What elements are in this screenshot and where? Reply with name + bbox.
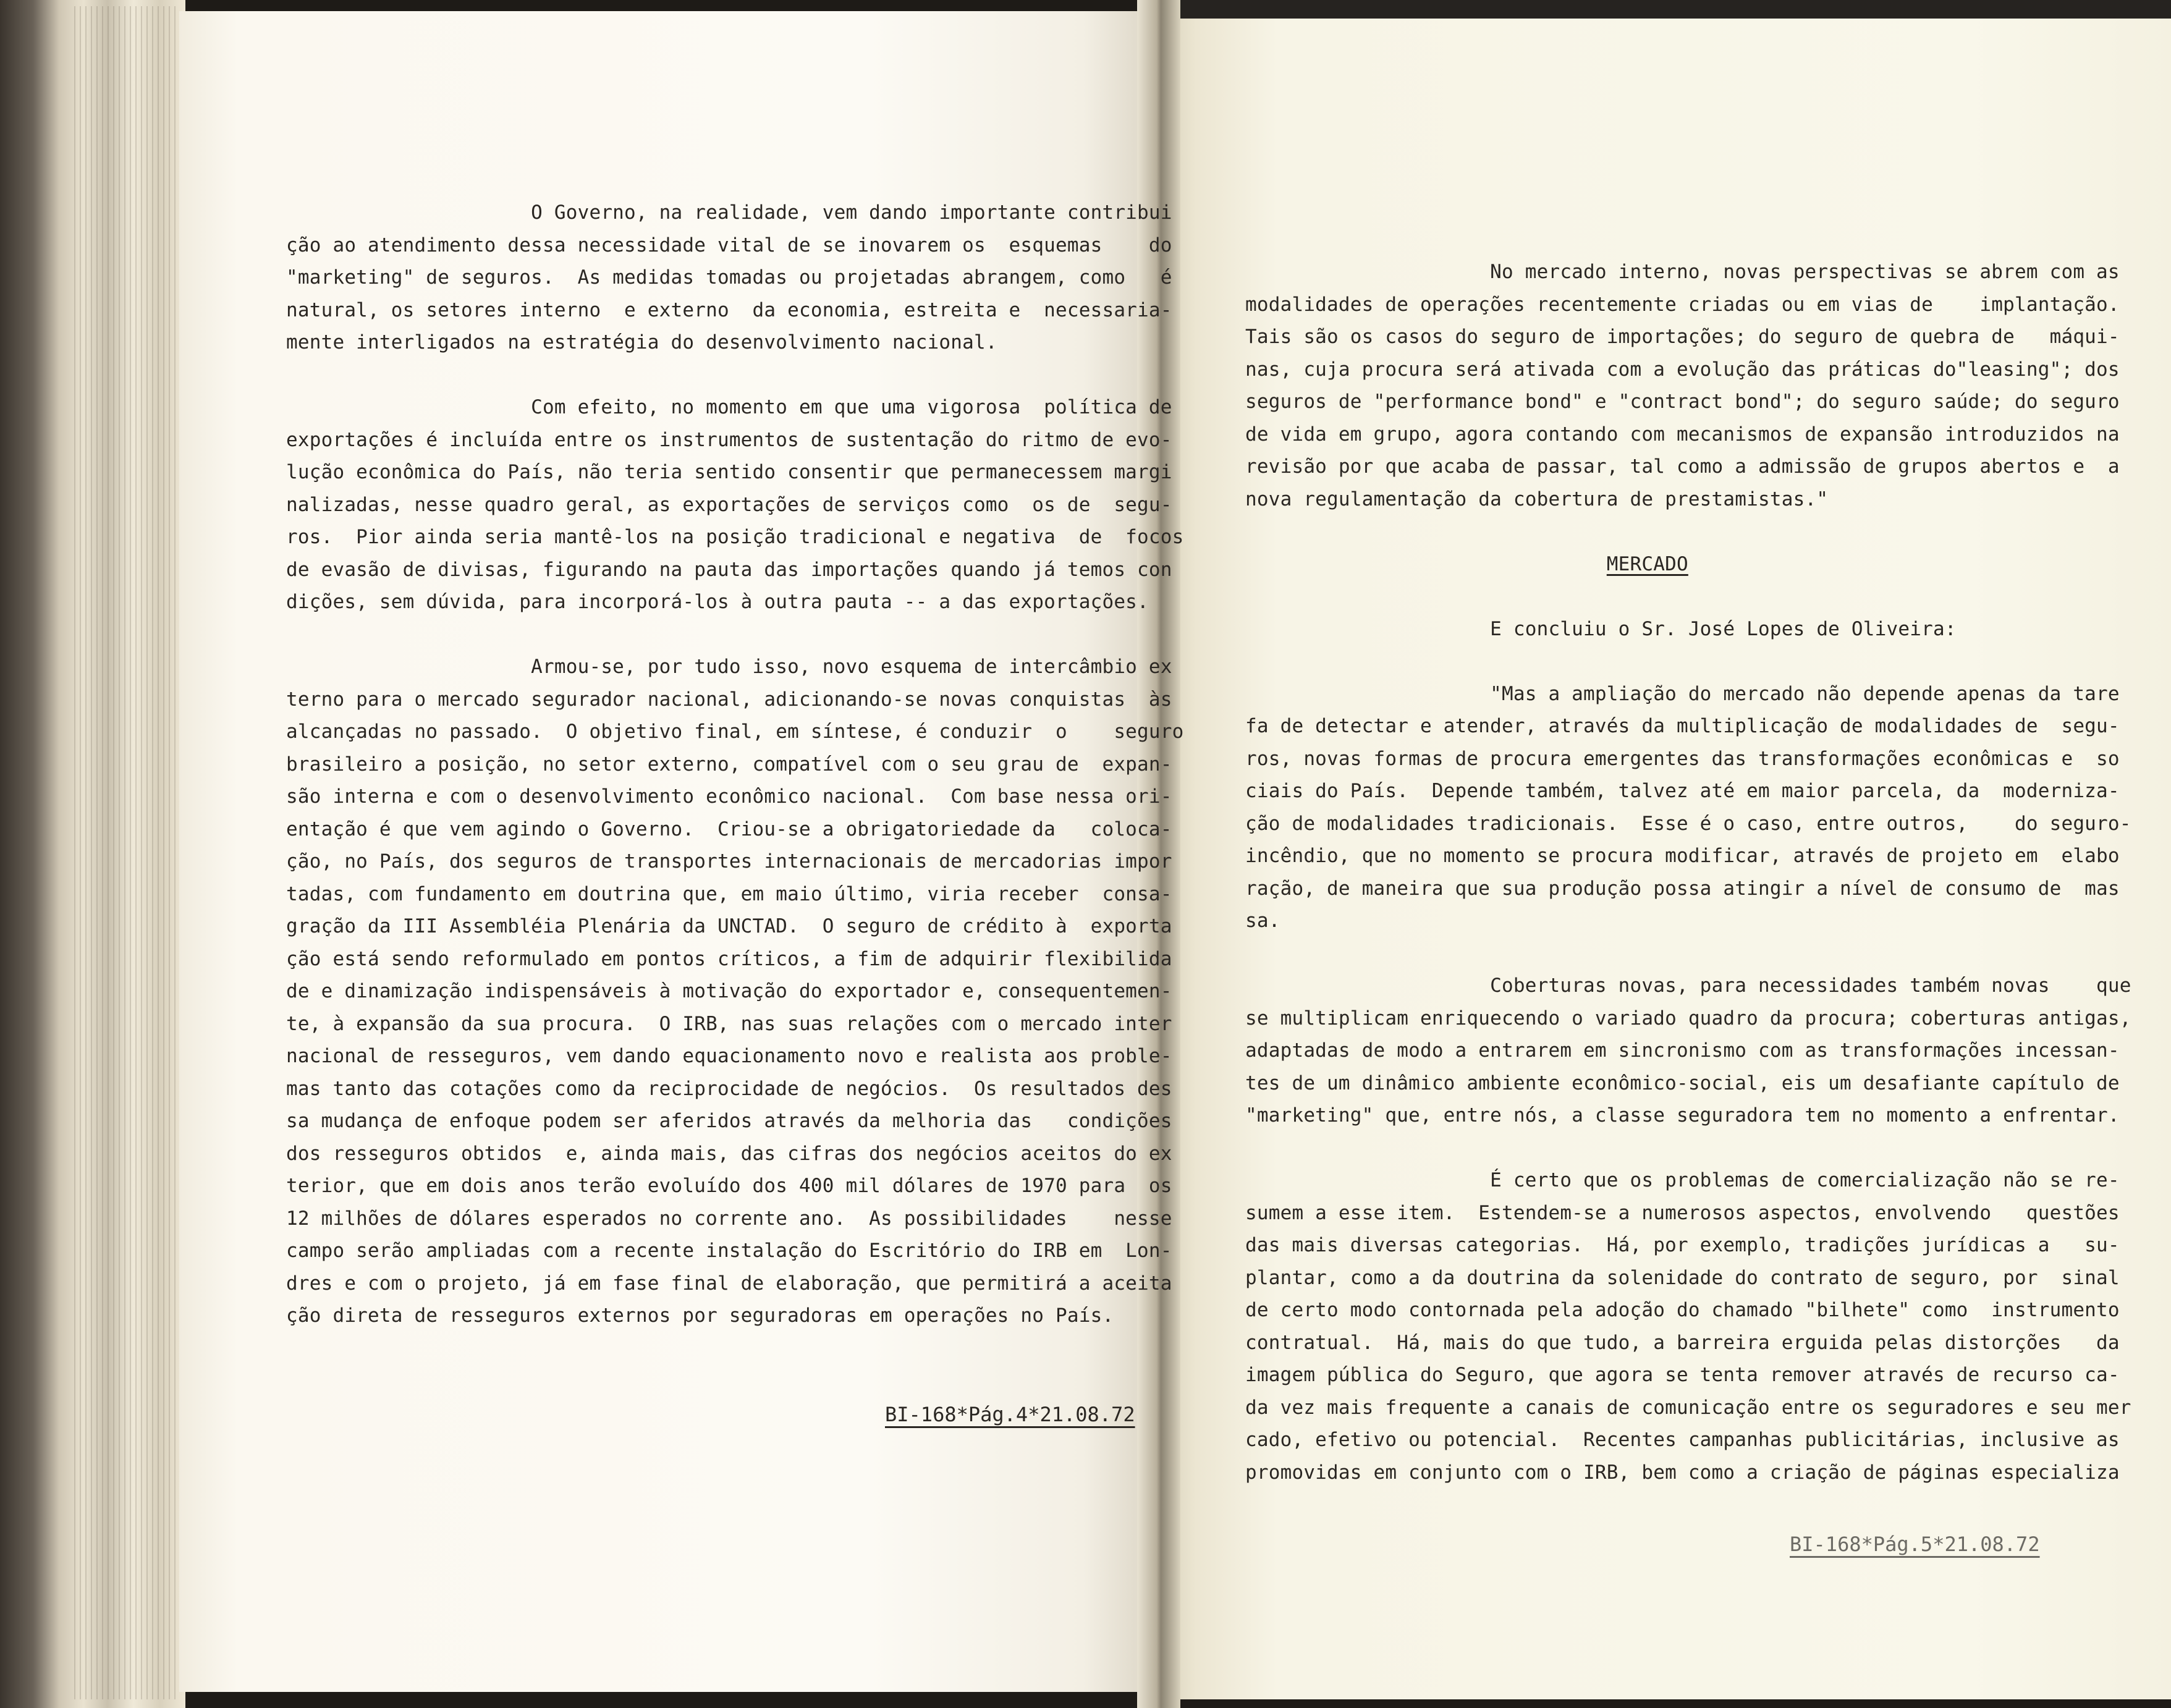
text-line: mas tanto das cotações como da reciprocidade de negócios. Os resultados des bbox=[286, 1077, 1172, 1100]
text-line: ção de modalidades tradicionais. Esse é o caso, entre outros, do seguro- bbox=[1245, 812, 2131, 835]
right-page-text bbox=[1245, 256, 2131, 1489]
text-line: alcançadas no passado. O objetivo final, em síntese, é conduzir o seguro bbox=[286, 721, 1184, 743]
text-line bbox=[1245, 580, 2131, 613]
text-line bbox=[1245, 937, 2131, 970]
text-line: adaptadas de modo a entrarem em sincronismo com as transformações incessan- bbox=[1245, 1039, 2120, 1062]
text-line: fa de detectar e atender, através da multiplicação de modalidades de segu- bbox=[1245, 715, 2120, 737]
text-line: dres e com o projeto, já em fase final de elaboração, que permitirá a aceita bbox=[286, 1272, 1172, 1295]
text-line: terno para o mercado segurador nacional, adicionando-se novas conquistas às bbox=[286, 688, 1172, 711]
text-line: nalizadas, nesse quadro geral, as exportações de serviços como os de segu- bbox=[286, 493, 1172, 516]
text-line: campo serão ampliadas com a recente instalação do Escritório do IRB em Lon- bbox=[286, 1240, 1172, 1262]
text-line: nacional de resseguros, vem dando equacionamento novo e realista aos proble- bbox=[286, 1045, 1172, 1067]
text-line: "marketing" de seguros. As medidas tomadas ou projetadas abrangem, como é bbox=[286, 266, 1172, 289]
text-line: te, à expansão da sua procura. O IRB, nas suas relações com o mercado inter bbox=[286, 1012, 1172, 1035]
text-line: ção está sendo reformulado em pontos críticos, a fim de adquirir flexibilida bbox=[286, 947, 1172, 970]
text-line: exportações é incluída entre os instrumentos de sustentação do ritmo de evo- bbox=[286, 428, 1172, 451]
text-line: entação é que vem agindo o Governo. Criou-se a obrigatoriedade da coloca- bbox=[286, 818, 1172, 840]
text-line: "Mas a ampliação do mercado não depende apenas da tare bbox=[1245, 682, 2120, 705]
text-line: 12 milhões de dólares esperados no corrente ano. As possibilidades nesse bbox=[286, 1207, 1172, 1230]
text-line: brasileiro a posição, no setor externo, compatível com o seu grau de expan- bbox=[286, 753, 1172, 776]
text-line: E concluiu o Sr. José Lopes de Oliveira: bbox=[1245, 617, 1957, 640]
text-line: da vez mais frequente a canais de comunicação entre os seguradores e seu mer bbox=[1245, 1396, 2131, 1419]
text-line: sa. bbox=[1245, 910, 1280, 932]
text-line bbox=[286, 619, 1184, 651]
text-line: de evasão de divisas, figurando na pauta das importações quando já temos con bbox=[286, 558, 1172, 581]
text-line: ros, novas formas de procura emergentes das transformações econômicas e so bbox=[1245, 747, 2120, 770]
text-line: de certo modo contornada pela adoção do chamado "bilhete" como instrumento bbox=[1245, 1299, 2120, 1321]
text-line: contratual. Há, mais do que tudo, a barreira erguida pelas distorções da bbox=[1245, 1331, 2120, 1354]
text-line: incêndio, que no momento se procura modificar, através de projeto em elabo bbox=[1245, 845, 2120, 867]
text-line: sumem a esse item. Estendem-se a numerosos aspectos, envolvendo questões bbox=[1245, 1201, 2120, 1224]
text-line: mente interligados na estratégia do desenvolvimento nacional. bbox=[286, 331, 997, 353]
text-line bbox=[1245, 1132, 2131, 1165]
text-line: de e dinamização indispensáveis à motivação do exportador e, consequentemen- bbox=[286, 980, 1172, 1002]
text-line: dos resseguros obtidos e, ainda mais, das cifras dos negócios aceitos do ex bbox=[286, 1142, 1172, 1165]
text-line: sa mudança de enfoque podem ser aferidos através da melhoria das condições bbox=[286, 1110, 1172, 1132]
text-line: nas, cuja procura será ativada com a evolução das práticas do"leasing"; dos bbox=[1245, 358, 2120, 381]
left-page-footer: BI-168*Pág.4*21.08.72 bbox=[885, 1403, 1135, 1426]
text-line bbox=[1245, 548, 2131, 581]
left-page-text bbox=[286, 197, 1184, 1332]
text-line: ção direta de resseguros externos por seguradoras em operações no País. bbox=[286, 1304, 1114, 1327]
text-line: terior, que em dois anos terão evoluído dos 400 mil dólares de 1970 para os bbox=[286, 1175, 1172, 1197]
text-line: lução econômica do País, não teria sentido consentir que permanecessem margi bbox=[286, 461, 1172, 483]
text-line: "marketing" que, entre nós, a classe seguradora tem no momento a enfrentar. bbox=[1245, 1104, 2120, 1127]
text-line: nova regulamentação da cobertura de prestamistas." bbox=[1245, 488, 1829, 510]
text-line: imagem pública do Seguro, que agora se tenta remover através de recurso ca- bbox=[1245, 1364, 2120, 1386]
text-line: ros. Pior ainda seria mantê-los na posição tradicional e negativa de focos bbox=[286, 526, 1184, 548]
text-line: das mais diversas categorias. Há, por exemplo, tradições jurídicas a su- bbox=[1245, 1234, 2120, 1256]
text-line: ção ao atendimento dessa necessidade vital de se inovarem os esquemas do bbox=[286, 234, 1172, 256]
text-line bbox=[1245, 515, 2131, 548]
text-line: tadas, com fundamento em doutrina que, em maio último, viria receber consa- bbox=[286, 882, 1172, 905]
text-line: Com efeito, no momento em que uma vigorosa política de bbox=[286, 396, 1172, 418]
text-line: Armou-se, por tudo isso, novo esquema de intercâmbio ex bbox=[286, 656, 1172, 678]
text-line: ciais do País. Depende também, talvez até em maior parcela, da moderniza- bbox=[1245, 780, 2120, 802]
text-line: ção, no País, dos seguros de transportes internacionais de mercadorias impor bbox=[286, 850, 1172, 873]
text-line: revisão por que acaba de passar, tal como a admissão de grupos abertos e a bbox=[1245, 455, 2120, 478]
text-line: são interna e com o desenvolvimento econômico nacional. Com base nessa ori- bbox=[286, 785, 1172, 808]
text-line: promovidas em conjunto com o IRB, bem como a criação de páginas especializa bbox=[1245, 1461, 2120, 1484]
page-stack-edges bbox=[74, 6, 179, 1699]
text-line: ração, de maneira que sua produção possa atingir a nível de consumo de mas bbox=[1245, 877, 2120, 900]
text-line: plantar, como a da doutrina da solenidade do contrato de seguro, por sinal bbox=[1245, 1266, 2120, 1289]
text-line: natural, os setores interno e externo da economia, estreita e necessaria- bbox=[286, 298, 1172, 321]
text-line: seguros de "performance bond" e "contract bond"; do seguro saúde; do seguro bbox=[1245, 391, 2120, 413]
text-line: modalidades de operações recentemente criadas ou em vias de implantação. bbox=[1245, 293, 2120, 316]
text-line: No mercado interno, novas perspectivas se abrem com as bbox=[1245, 261, 2120, 283]
text-line: gração da III Assembléia Plenária da UNCTAD. O seguro de crédito à exporta bbox=[286, 915, 1172, 937]
text-line: dições, sem dúvida, para incorporá-los à outra pauta -- a das exportações. bbox=[286, 591, 1149, 613]
text-line: cado, efetivo ou potencial. Recentes campanhas publicitárias, inclusive as bbox=[1245, 1429, 2120, 1451]
text-line: Coberturas novas, para necessidades também novas que bbox=[1245, 974, 2131, 997]
text-line: se multiplicam enriquecendo o variado quadro da procura; coberturas antigas, bbox=[1245, 1007, 2131, 1029]
section-heading: MERCADO bbox=[1606, 552, 1688, 575]
text-line bbox=[286, 359, 1184, 392]
text-line: tes de um dinâmico ambiente econômico-social, eis um desafiante capítulo de bbox=[1245, 1072, 2120, 1094]
text-line bbox=[1245, 645, 2131, 678]
text-line: de vida em grupo, agora contando com mecanismos de expansão introduzidos na bbox=[1245, 423, 2120, 446]
text-line: É certo que os problemas de comercialização não se re- bbox=[1245, 1169, 2120, 1191]
text-line: Tais são os casos do seguro de importações; do seguro de quebra de máqui- bbox=[1245, 326, 2120, 348]
right-page-footer: BI-168*Pág.5*21.08.72 bbox=[1790, 1533, 2040, 1556]
text-line: O Governo, na realidade, vem dando importante contribui bbox=[286, 201, 1172, 224]
